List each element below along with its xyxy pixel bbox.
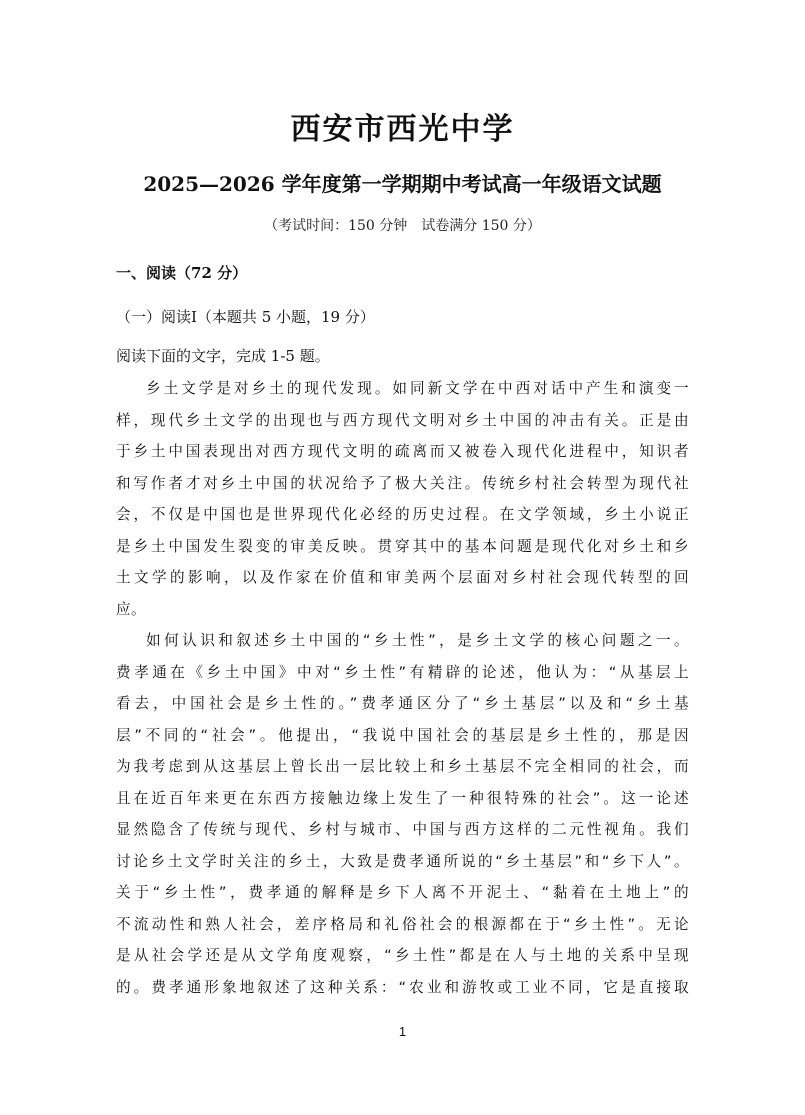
passage-line: 且在近百年来更在东西方接触边缘上发生了一种很特殊的社会”。这一论述 bbox=[116, 789, 689, 807]
page-number: 1 bbox=[398, 1024, 407, 1039]
section-heading: 一、阅读（72 分） bbox=[116, 264, 248, 282]
passage-line: 关于“乡土性”，费孝通的解释是乡下人离不开泥土、“黏着在土地上”的 bbox=[116, 884, 689, 901]
passage-line: 的。费孝通形象地叙述了这种关系：“农业和游牧或工业不同，它是直接取 bbox=[116, 978, 689, 996]
passage bbox=[116, 373, 689, 1003]
passage-line: 费孝通在《乡土中国》中对“乡土性”有精辟的论述，他认为：“从基层上 bbox=[116, 663, 689, 681]
passage-line: 是从社会学还是从文学角度观察，“乡土性”都是在人与土地的关系中呈现 bbox=[116, 947, 689, 964]
reading-instruction: 阅读下面的文字，完成 1-5 题。 bbox=[116, 347, 330, 365]
passage-line: 样，现代乡土文学的出现也与西方现代文明对乡土中国的冲击有关。正是由 bbox=[116, 411, 689, 429]
passage-line: 会，不仅是中国也是世界现代化必经的历史过程。在文学领域，乡土小说正 bbox=[116, 506, 689, 523]
school-name: 西安市西光中学 bbox=[290, 112, 515, 147]
passage-line: 于乡土中国表现出对西方现代文明的疏离而又被卷入现代化进程中，知识者 bbox=[116, 443, 689, 460]
passage-line: 不流动性和熟人社会，差序格局和礼俗社会的根源都在于“乡土性”。无论 bbox=[116, 915, 689, 933]
passage-line: 为我考虑到从这基层上曾长出一层比较上和乡土基层不完全相同的社会，而 bbox=[116, 758, 689, 775]
passage-line: 如何认识和叙述乡土中国的“乡土性”，是乡土文学的核心问题之一。 bbox=[146, 632, 689, 649]
exam-info: （考试时间：150 分钟 试卷满分 150 分） bbox=[264, 218, 541, 234]
subsection-heading: （一）阅读Ⅰ（本题共 5 小题，19 分） bbox=[116, 308, 375, 326]
passage-line: 看去，中国社会是乡土性的。”费孝通区分了“乡土基层”以及和“乡土基 bbox=[116, 695, 689, 712]
passage-line: 层”不同的“社会”。他提出，“我说中国社会的基层是乡土性的，那是因 bbox=[116, 726, 689, 744]
passage-line: 和写作者才对乡土中国的状况给予了极大关注。传统乡村社会转型为现代社 bbox=[116, 474, 689, 492]
passage-line: 乡土文学是对乡土的现代发现。如同新文学在中西对话中产生和演变一 bbox=[146, 380, 689, 397]
passage-line: 应。 bbox=[116, 600, 146, 618]
passage-line: 是乡土中国发生裂变的审美反映。贯穿其中的基本问题是现代化对乡土和乡 bbox=[116, 537, 689, 555]
passage-line: 土文学的影响，以及作家在价值和审美两个层面对乡村社会现代转型的回 bbox=[116, 569, 689, 586]
passage-line: 显然隐含了传统与现代、乡村与城市、中国与西方这样的二元性视角。我们 bbox=[116, 821, 689, 838]
passage-line: 讨论乡土文学时关注的乡土，大致是费孝通所说的“乡土基层”和“乡下人”。 bbox=[116, 852, 689, 870]
exam-title: 2025—2026 学年度第一学期期中考试高一年级语文试题 bbox=[143, 172, 662, 196]
